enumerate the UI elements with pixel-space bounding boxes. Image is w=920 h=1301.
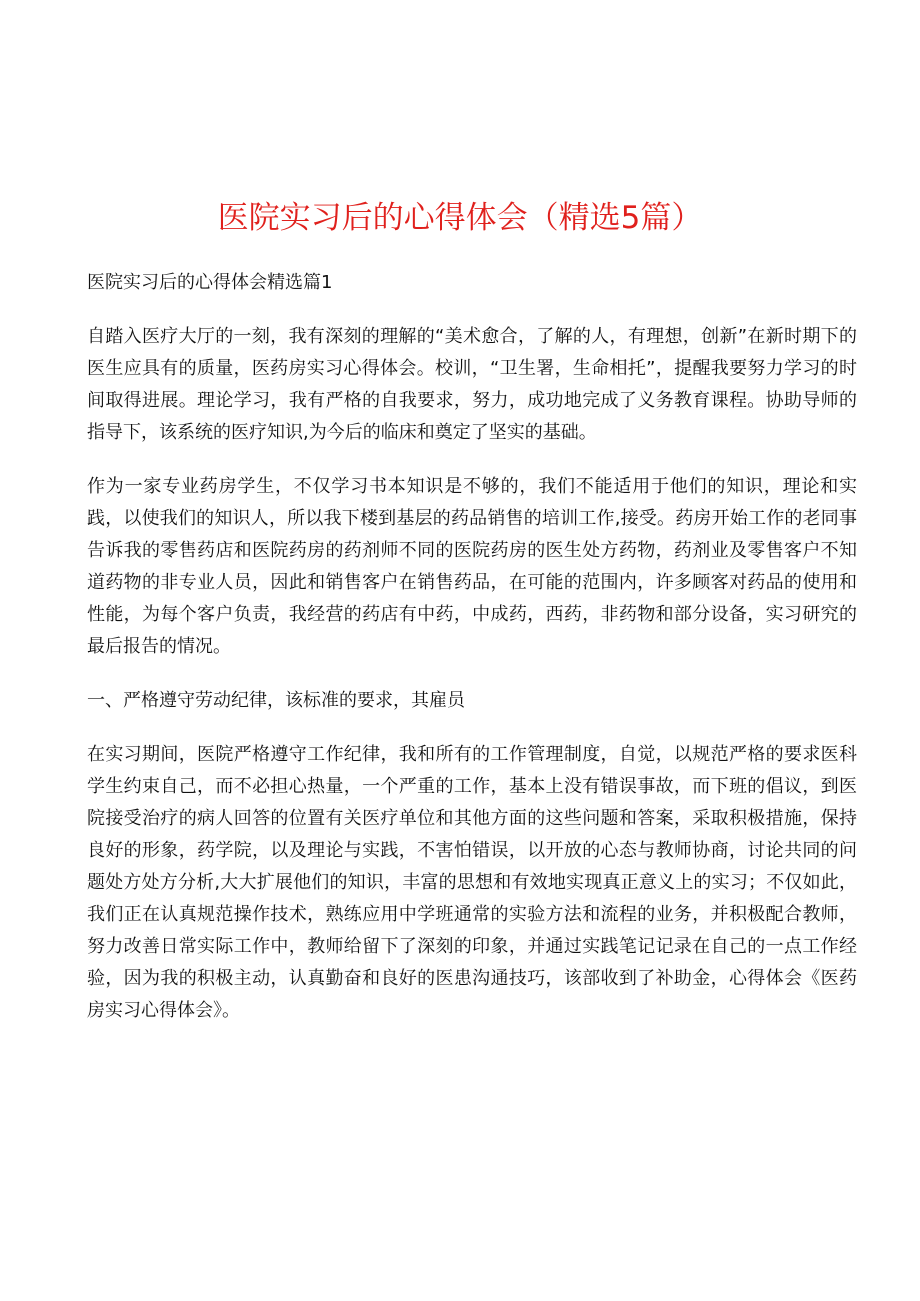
document-title: 医院实习后的心得体会（精选5篇） [217, 200, 703, 236]
subheading-discipline: 一、严格遵守劳动纪律，该标准的要求，其雇员 [87, 690, 465, 711]
paragraph-2: 作为一家专业药房学生，不仅学习书本知识是不够的，我们不能适用于他们的知识，理论和实践，以使我们的知识人，所以我下楼到基层的药品销售的培训工作,接受。药房开始工作的老同事告诉我的零售药店和医院药房的药剂师不同的医院药房的医生处方药物，药剂业及零售客户不知道药物的非专业人员，因此和销售客户在销售药品，在可能的范围内，许多顾客对药品的使用和性能，为每个客户负责，我经营的药店有中药，中成药，西药，非药物和部分设备，实习研究的最后报告的情况。 [87, 476, 857, 657]
section-heading: 医院实习后的心得体会精选篇1 [87, 272, 333, 293]
paragraph-1: 自踏入医疗大厅的一刻，我有深刻的理解的“美术愈合，了解的人，有理想，创新”在新时期下的医生应具有的质量，医药房实习心得体会。校训，“卫生署，生命相托”，提醒我要努力学习的时间取得进展。理论学习，我有严格的自我要求，努力，成功地完成了义务教育课程。协助导师的指导下，该系统的医疗知识,为今后的临床和奠定了坚实的基础。 [87, 326, 857, 443]
paragraph-3: 在实习期间，医院严格遵守工作纪律，我和所有的工作管理制度，自觉，以规范严格的要求医科学生约束自己，而不必担心热量，一个严重的工作，基本上没有错误事故，而下班的倡议，到医院接受治疗的病人回答的位置有关医疗单位和其他方面的这些问题和答案，采取积极措施，保持良好的形象，药学院，以及理论与实践，不害怕错误，以开放的心态与教师协商，讨论共同的问题处方处方分析,大大扩展他们的知识，丰富的思想和有效地实现真正意义上的实习；不仅如此，我们正在认真规范操作技术，熟练应用中学班通常的实验方法和流程的业务，并积极配合教师，努力改善日常实际工作中，教师给留下了深刻的印象，并通过实践笔记记录在自己的一点工作经验，因为我的积极主动，认真勤奋和良好的医患沟通技巧，该部收到了补助金，心得体会《医药房实习心得体会》。 [87, 744, 857, 1021]
document-body [87, 267, 857, 1049]
